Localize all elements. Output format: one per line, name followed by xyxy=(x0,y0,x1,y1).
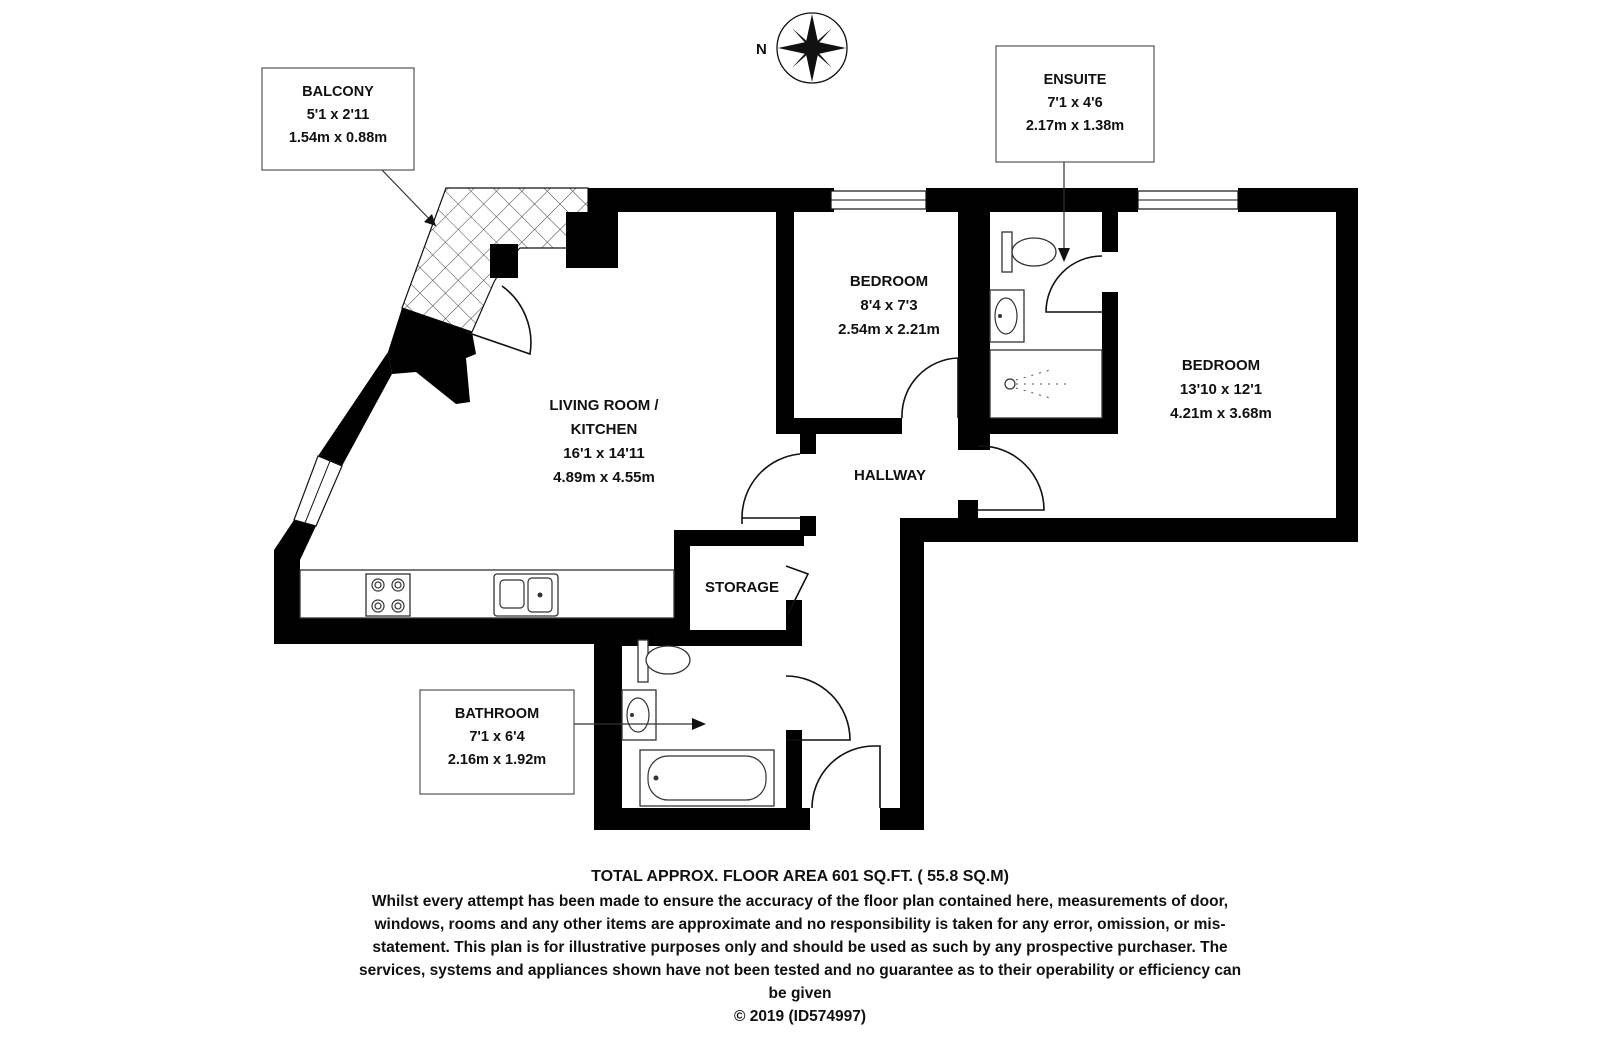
bedroom-1-imperial: 8'4 x 7'3 xyxy=(860,297,918,314)
wall xyxy=(1102,212,1118,252)
balcony-metric: 1.54m x 0.88m xyxy=(288,130,388,146)
wall xyxy=(800,434,816,454)
wall xyxy=(926,188,1138,212)
living-room-name-line1: LIVING ROOM / xyxy=(549,397,659,414)
washbasin-icon xyxy=(990,290,1024,342)
living-room-name-line2: KITCHEN xyxy=(570,421,638,438)
living-room-door xyxy=(742,454,800,524)
storage-name: STORAGE xyxy=(705,579,779,596)
ensuite-name: ENSUITE xyxy=(1043,72,1107,88)
wall xyxy=(958,212,978,434)
wall xyxy=(958,434,978,446)
bedroom-2-imperial: 13'10 x 12'1 xyxy=(1179,381,1263,398)
ensuite-imperial: 7'1 x 4'6 xyxy=(1047,95,1103,111)
bedroom-1-metric: 2.54m x 2.21m xyxy=(838,321,940,338)
wall xyxy=(1336,188,1358,542)
living-room-imperial: 16'1 x 14'11 xyxy=(563,445,645,462)
sink-icon xyxy=(494,574,558,616)
ensuite-metric: 2.17m x 1.38m xyxy=(1025,118,1125,134)
footer xyxy=(0,868,1600,1028)
wall xyxy=(958,500,978,522)
toilet-icon xyxy=(638,640,690,682)
wall xyxy=(900,518,924,824)
wall xyxy=(776,418,902,434)
wall xyxy=(776,188,831,212)
balcony-name: BALCONY xyxy=(302,84,374,100)
bedroom-2-name: BEDROOM xyxy=(1181,357,1261,374)
bedroom-door xyxy=(902,358,958,418)
ensuite-door xyxy=(1046,256,1102,312)
total-floor-area: TOTAL APPROX. FLOOR AREA 601 SQ.FT. ( 55.8 SQ.M) xyxy=(591,868,1009,885)
compass-rose-icon xyxy=(777,13,847,83)
toilet-icon xyxy=(1002,232,1056,272)
wall xyxy=(594,630,622,830)
bathroom-imperial: 7'1 x 6'4 xyxy=(469,729,525,745)
living-room-metric: 4.89m x 4.55m xyxy=(553,469,655,486)
wall xyxy=(776,212,794,434)
disclaimer: Whilst every attempt has been made to ensure the accuracy of the floor plan contained here, measurements of door, windows, rooms and any other items are approximate and no responsibility is taken for any error, omission, or mis-statement. This plan is for illustrative purposes only and should be used as such by any prospective purchaser. The services, systems and appliances shown have not been tested and no guarantee as to their operability or efficiency can be given xyxy=(358,893,1242,1002)
compass-label: N xyxy=(756,41,767,58)
wall xyxy=(594,630,802,646)
balcony-imperial: 5'1 x 2'11 xyxy=(306,107,370,123)
wall xyxy=(786,730,802,830)
bathroom-name: BATHROOM xyxy=(454,706,540,722)
hob-icon xyxy=(366,574,410,616)
bedroom-2-door xyxy=(978,446,1044,510)
bedroom-2-metric: 4.21m x 3.68m xyxy=(1170,405,1272,422)
wall xyxy=(318,352,392,466)
entrance-door xyxy=(812,746,880,808)
kitchen-counter xyxy=(300,570,674,618)
wall xyxy=(990,418,1110,434)
bedroom-1-name: BEDROOM xyxy=(849,273,929,290)
wall xyxy=(880,808,924,830)
bathroom-metric: 2.16m x 1.92m xyxy=(447,752,547,768)
shower-icon xyxy=(990,350,1102,418)
wall xyxy=(978,212,990,442)
wall xyxy=(566,212,618,268)
copyright: © 2019 (ID574997) xyxy=(733,1008,867,1025)
bathtub-icon xyxy=(640,750,774,806)
washbasin-icon xyxy=(622,690,656,740)
hallway-name: HALLWAY xyxy=(854,467,926,484)
wall xyxy=(1102,292,1118,434)
wall xyxy=(674,530,804,546)
wall xyxy=(594,808,810,830)
wall xyxy=(490,244,518,278)
